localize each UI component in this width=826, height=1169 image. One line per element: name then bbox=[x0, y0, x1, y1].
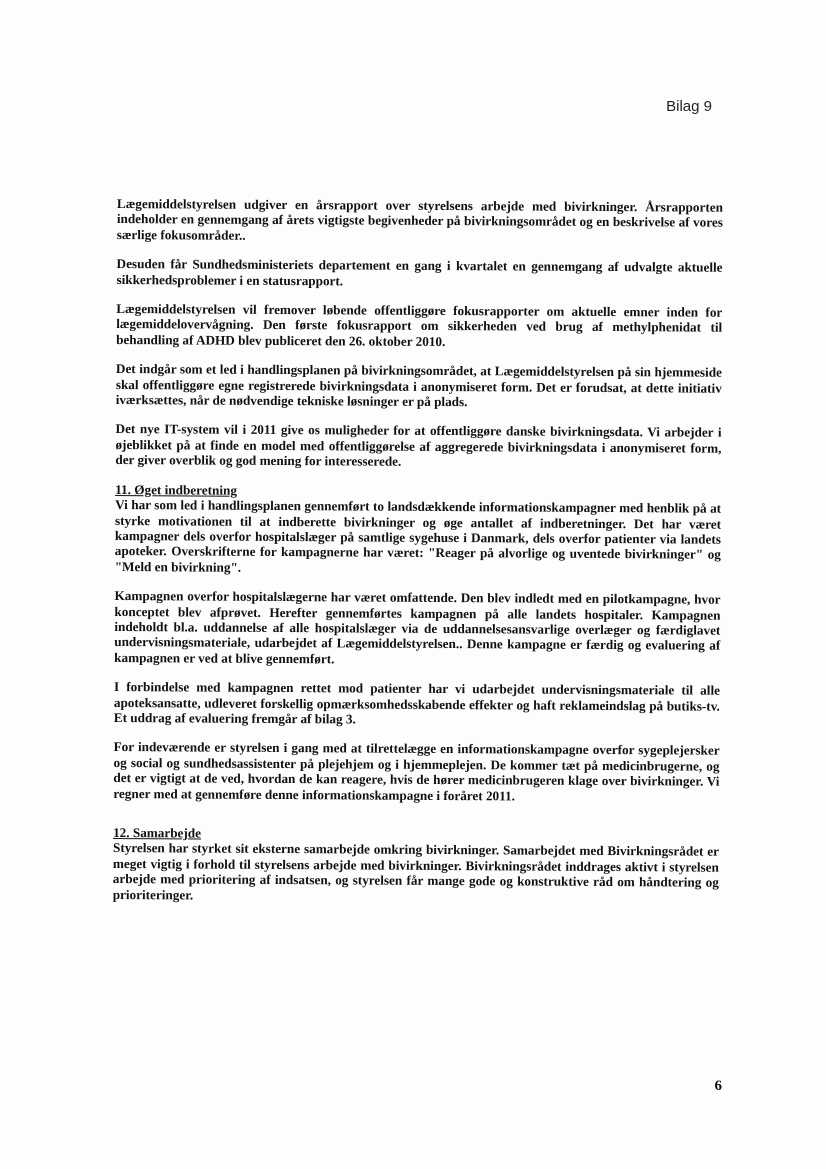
paragraph-patient-campaign: I forbindelse med kampagnen rettet mod patienter har vi udarbejdet undervisningsmateriale til alle apoteksansatte, udleveret forskellig opmærksomhedsskabende effekter og haft reklameindslag på butiks-tv. Et uddrag af evaluering fremgår af bilag 3. bbox=[113, 679, 721, 727]
paragraph-it-system: Det nye IT-system vil i 2011 give os muligheder for at offentliggøre danske bivirkningsdata. Vi arbejder i øjeblikket på at finde en model med offentliggørelse af aggregerede bivirkningsdata i anonymiseret form, der giver overblik og god mening for interesserede. bbox=[115, 421, 722, 470]
paragraph-cooperation: Styrelsen har styrket sit eksterne samarbejde omkring bivirkninger. Samarbejdet med Bivirkningsrådet er meget vigtig i forhold til styrelsens arbejde med bivirkninger. Bivirkningsrådet inddrages aktivt i styrelsen arbejde med prioritering af indsatsen, og styrelsen får mange gode og konstruktive råd om håndtering og prioriteringer. bbox=[112, 840, 720, 903]
section-heading-11: 11. Øget indberetning bbox=[115, 481, 238, 498]
page-number: 6 bbox=[714, 1078, 722, 1094]
paragraph-annual-report: Lægemiddelstyrelsen udgiver en årsrapport over styrelsens arbejde med bivirkninger. Årsrapporten indeholder en gennemgang af årets vigtigste begivenheder på bivirkningsområdet og en beskrivelse af vores særlige fokusområder.. bbox=[116, 196, 723, 243]
paragraph-nurse-campaign: For indeværende er styrelsen i gang med at tilrettelægge en informationskampagne overfor sygeplejersker og social og sundhedsassistenter på plejehjem og i hjemmeplejen. De kommer tæt på medicinbrugerne, og det er vigtigt at de ved, hvordan de kan reagere, hvis de hører medicinbrugeren klage over bivirkninger. Vi regner med at gennemføre denne informationskampagne i foråret 2011. bbox=[113, 739, 720, 804]
appendix-label: Bilag 9 bbox=[666, 98, 712, 115]
document-body bbox=[113, 196, 723, 906]
paragraph-hospital-campaign: Kampagnen overfor hospitalslægerne har været omfattende. Den blev indledt med en pilotkampagne, hvor konceptet blev afprøvet. Herefter gennemførtes kampagnen på alle landets hospitaler. Kampagnen indeholdt bl.a. uddannelse af alle hospitalslæger via de uddannelsesansvarlige overlæger og færdiglavet undervisningsmateriale, udarbejdet af Lægemiddelstyrelsen.. Denne kampagne er færdig og evaluering af kampagnen er ved at blive gennemført. bbox=[114, 588, 721, 667]
paragraph-publish-data: Det indgår som et led i handlingsplanen på bivirkningsområdet, at Lægemiddelstyrelsen på sin hjemmeside skal offentliggøre egne registrerede bivirkningsdata i anonymiseret form. Det er forudsat, at dette initiativ iværksættes, når de nødvendige tekniske løsninger er på plads. bbox=[115, 361, 722, 410]
paragraph-status-report: Desuden får Sundhedsministeriets departement en gang i kvartalet en gennemgang af udvalgte aktuelle sikkerhedsproblemer i en statusrapport. bbox=[116, 256, 723, 289]
paragraph-campaigns: Vi har som led i handlingsplanen gennemført to landsdækkende informationskampagner med henblik på at styrke motivationen til at indberette bivirkninger og øge antallet af indberetninger. Det har været kampagner dels overfor hospitalslæger på samtlige sygehuse i Danmark, dels overfor patienter via landets apoteker. Overskrifterne for kampagnerne har været: "Reager på alvorlige og uventede bivirkninger" og "Meld en bivirkning". bbox=[114, 497, 722, 575]
section-heading-12: 12. Samarbejde bbox=[113, 824, 202, 841]
paragraph-focus-reports: Lægemiddelstyrelsen vil fremover løbende offentliggøre fokusrapporter om aktuelle emner inden for lægemiddelovervågning. Den første fokusrapport om sikkerheden ved brug af methylphenidat til behandling af ADHD blev publiceret den 26. oktober 2010. bbox=[116, 301, 723, 349]
